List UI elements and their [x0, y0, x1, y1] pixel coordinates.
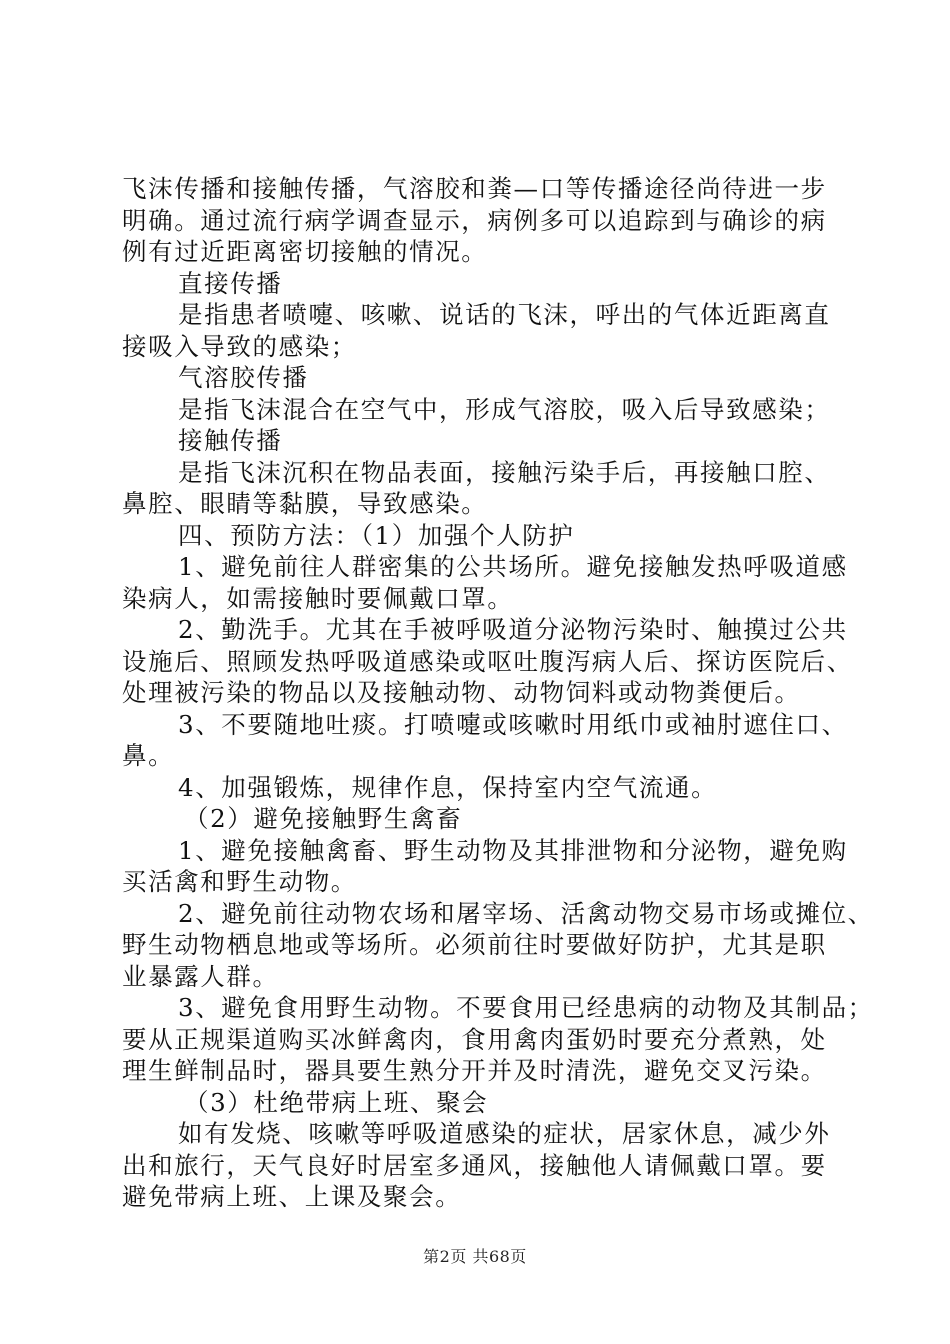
section-heading: 气溶胶传播 — [178, 363, 309, 392]
text-line: 染病人，如需接触时要佩戴口罩。 — [122, 583, 514, 613]
document-body — [122, 173, 874, 1213]
text-line: 飞沫传播和接触传播，气溶胶和粪—口等传播途径尚待进一步 — [122, 174, 827, 203]
text-line: 鼻腔、眼睛等黏膜，导致感染。 — [122, 489, 488, 518]
text-line: 如有发烧、咳嗽等呼吸道感染的症状，居家休息，减少外 — [178, 1119, 831, 1148]
section-heading: 接触传播 — [178, 426, 283, 455]
text-line: 明确。通过流行病学调查显示，病例多可以追踪到与确诊的病 — [122, 205, 827, 235]
section-heading: （2）避免接触野生禽畜 — [184, 804, 463, 833]
page-number-footer: 第2页 共68页 — [423, 1247, 527, 1266]
text-line: 2、避免前往动物农场和屠宰场、活禽动物交易市场或摊位、 — [178, 898, 874, 928]
text-line: 处理被污染的物品以及接触动物、动物饲料或动物粪便后。 — [122, 678, 801, 707]
text-line: 野生动物栖息地或等场所。必须前往时要做好防护，尤其是职 — [122, 930, 827, 959]
text-line: 3、避免食用野生动物。不要食用已经患病的动物及其制品； — [178, 993, 874, 1022]
text-line: 是指飞沫混合在空气中，形成气溶胶，吸入后导致感染； — [178, 394, 831, 424]
text-line: 是指飞沫沉积在物品表面，接触污染手后，再接触口腔、 — [178, 457, 831, 487]
text-line: 要从正规渠道购买冰鲜禽肉，食用禽肉蛋奶时要充分煮熟，处 — [122, 1024, 827, 1054]
text-line: 1、避免接触禽畜、野生动物及其排泄物和分泌物，避免购 — [178, 835, 848, 865]
section-heading: 直接传播 — [178, 268, 283, 298]
text-line: 接吸入导致的感染； — [122, 331, 357, 361]
text-line: 鼻。 — [122, 741, 175, 770]
text-line: 业暴露人群。 — [122, 961, 279, 991]
text-line: 4、加强锻炼，规律作息，保持室内空气流通。 — [178, 772, 718, 802]
text-line: 是指患者喷嚏、咳嗽、说话的飞沫，呼出的气体近距离直 — [178, 300, 831, 329]
text-line: 理生鲜制品时，器具要生熟分开并及时清洗，避免交叉污染。 — [122, 1056, 827, 1085]
text-line: 3、不要随地吐痰。打喷嚏或咳嗽时用纸巾或袖肘遮住口、 — [178, 709, 848, 739]
text-line: 1、避免前往人群密集的公共场所。避免接触发热呼吸道感 — [178, 552, 848, 581]
text-line: 设施后、照顾发热呼吸道感染或呕吐腹泻病人后、探访医院后、 — [122, 646, 853, 676]
section-heading: 四、预防方法：（1）加强个人防护 — [178, 520, 575, 550]
text-line: 例有过近距离密切接触的情况。 — [122, 237, 488, 266]
text-line: 买活禽和野生动物。 — [122, 867, 357, 896]
text-line: 出和旅行，天气良好时居室多通风，接触他人请佩戴口罩。要 — [122, 1150, 827, 1180]
text-line: 2、勤洗手。尤其在手被呼吸道分泌物污染时、触摸过公共 — [178, 615, 848, 644]
section-heading: （3）杜绝带病上班、聚会 — [184, 1087, 489, 1117]
text-line: 避免带病上班、上课及聚会。 — [122, 1182, 462, 1211]
